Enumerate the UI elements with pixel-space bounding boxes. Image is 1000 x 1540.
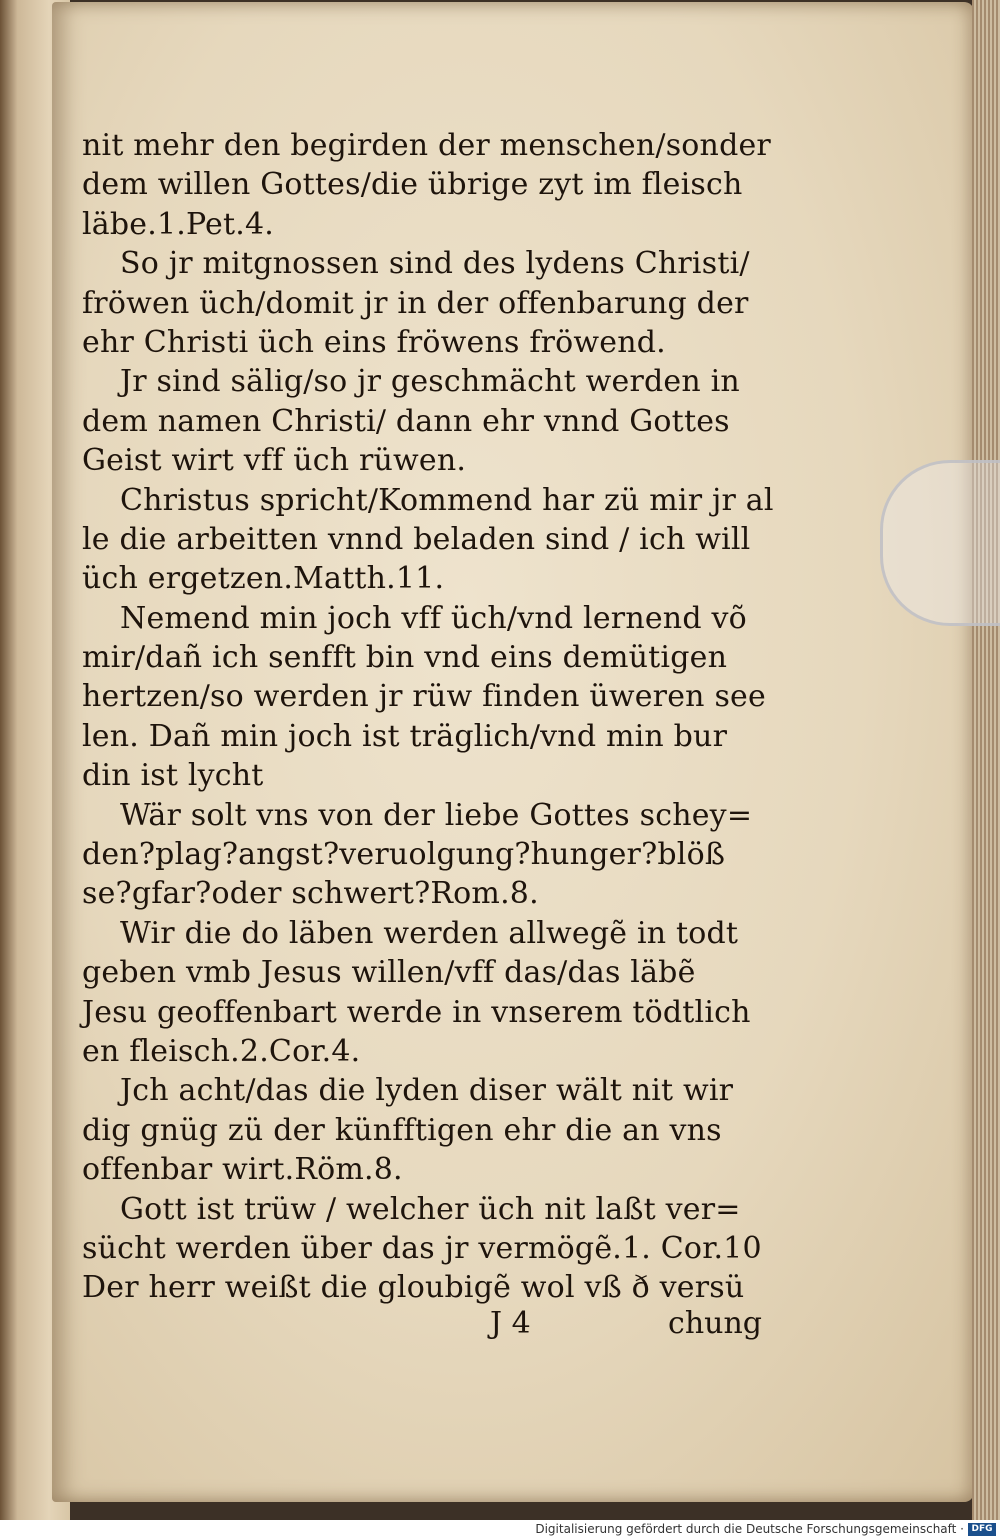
text-line: Wär solt vns von der liebe Gottes schey= [120,797,753,833]
text-line: Jesu geoffenbart werde in vnserem tödtlich [82,994,751,1030]
text-line: So jr mitgnossen sind des lydens Christi/ [120,246,750,282]
catchword: chung [668,1306,762,1341]
page-text [82,126,772,1308]
text-line: Jch acht/das die lyden diser wält nit wir [120,1073,734,1109]
text-line: Wir die do läben werden allwegẽ in todt [120,915,739,951]
text-line: mir/dañ ich senfft bin vnd eins demütigen [82,640,728,676]
text-line: dem willen Gottes/die übrige zyt im fleisch [82,167,743,203]
text-line: Christus spricht/Kommend har zü mir jr al [120,482,774,518]
text-line: le die arbeitten vnnd beladen sind / ich will [82,521,751,557]
text-line: den?plag?angst?veruolgung?hunger?blöß [82,837,726,873]
plastic-page-clip [880,460,1000,626]
text-line: nit mehr den begirden der menschen/sonder [82,128,771,163]
text-line: geben vmb Jesus willen/vff das/das läbẽ [82,955,696,991]
text-line: ehr Christi üch eins fröwens fröwend. [82,324,666,360]
text-line: Der herr weißt die gloubigẽ wol vß ð versü [82,1270,745,1306]
text-line: din ist lycht [82,758,264,794]
dfg-logo: DFG [968,1523,996,1536]
text-line: sücht werden über das jr vermögẽ.1. Cor.10 [82,1230,762,1266]
signature-mark: J 4 [490,1306,531,1341]
text-line: fröwen üch/domit jr in der offenbarung der [82,285,749,321]
text-line: dem namen Christi/ dann ehr vnnd Gottes [82,403,730,439]
funding-credit: Digitalisierung gefördert durch die Deutsche Forschungsgemeinschaft · [535,1522,964,1536]
text-line: dig gnüg zü der künfftigen ehr die an vns [82,1112,722,1148]
text-line: len. Dañ min joch ist träglich/vnd min bur [82,718,728,754]
text-line: Geist wirt vff üch rüwen. [82,443,467,479]
credit-bar [0,1520,1000,1540]
text-line: hertzen/so werden jr rüw finden üweren see [82,679,766,715]
text-line: se?gfar?oder schwert?Rom.8. [82,876,539,912]
page-footer [82,1306,772,1346]
text-line: läbe.1.Pet.4. [82,206,275,242]
text-line: offenbar wirt.Röm.8. [82,1152,403,1188]
page-fore-edge [972,0,1000,1520]
text-line: Jr sind sälig/so jr geschmächt werden in [120,364,740,400]
text-line: Nemend min joch vff üch/vnd lernend võ [120,600,747,636]
text-line: en fleisch.2.Cor.4. [82,1033,361,1069]
text-line: üch ergetzen.Matth.11. [82,561,445,597]
text-line: Gott ist trüw / welcher üch nit laßt ver= [120,1191,741,1227]
